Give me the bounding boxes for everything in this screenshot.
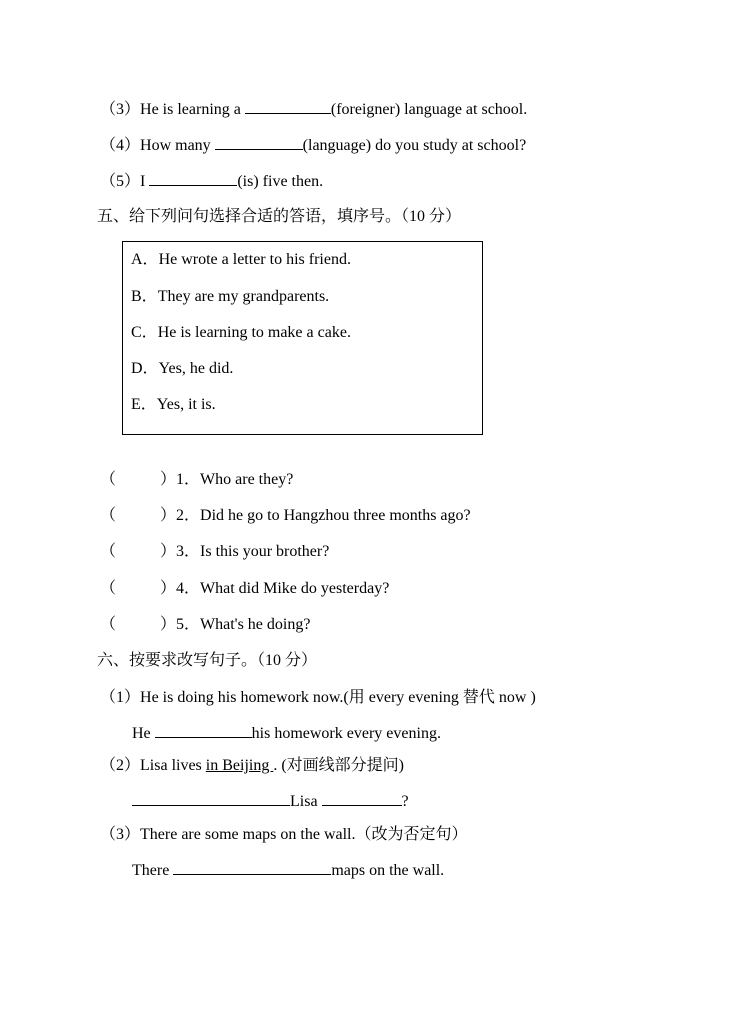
fill-item-3: （3）He is learning a (foreigner) language at school. — [100, 101, 528, 118]
fill-item-4: （4）How many (language) do you study at school? — [100, 137, 527, 154]
rewrite-q1-answer: He his homework every evening. — [132, 725, 441, 742]
question-1: （ ）1．Who are they? — [100, 471, 294, 488]
section-5-title: 五、给下列问句选择合适的答语，填序号。（10 分） — [97, 208, 462, 225]
rewrite-q2: （2）Lisa lives in Beijing . (对画线部分提问) — [100, 757, 405, 774]
rewrite-q3: （3）There are some maps on the wall.（改为否定句） — [100, 826, 468, 843]
question-2: （ ）2．Did he go to Hangzhou three months ago? — [100, 507, 471, 524]
option-a: A．He wrote a letter to his friend. — [131, 251, 351, 268]
question-4: （ ）4．What did Mike do yesterday? — [100, 580, 390, 597]
answer-blank[interactable] — [245, 99, 331, 114]
underlined-phrase: in Beijing — [205, 757, 274, 774]
answer-blank[interactable] — [155, 723, 252, 738]
answer-blank[interactable] — [322, 791, 402, 806]
question-5: （ ）5．What's he doing? — [100, 616, 311, 633]
answer-blank[interactable] — [173, 860, 331, 875]
section-6-title: 六、按要求改写句子。（10 分） — [97, 652, 318, 669]
answer-blank[interactable] — [215, 135, 303, 150]
answer-blank[interactable] — [149, 171, 237, 186]
question-3: （ ）3．Is this your brother? — [100, 543, 330, 560]
fill-item-5: （5）I (is) five then. — [100, 173, 324, 190]
rewrite-q2-answer: Lisa ? — [132, 791, 409, 812]
rewrite-q1: （1）He is doing his homework now.(用 every evening 替代 now ) — [100, 689, 536, 706]
option-c: C．He is learning to make a cake. — [131, 324, 351, 341]
answer-blank[interactable] — [132, 791, 290, 806]
option-d: D．Yes, he did. — [131, 360, 234, 377]
option-e: E．Yes, it is. — [131, 396, 216, 413]
rewrite-q3-answer: There maps on the wall. — [132, 862, 445, 879]
option-b: B．They are my grandparents. — [131, 288, 330, 305]
